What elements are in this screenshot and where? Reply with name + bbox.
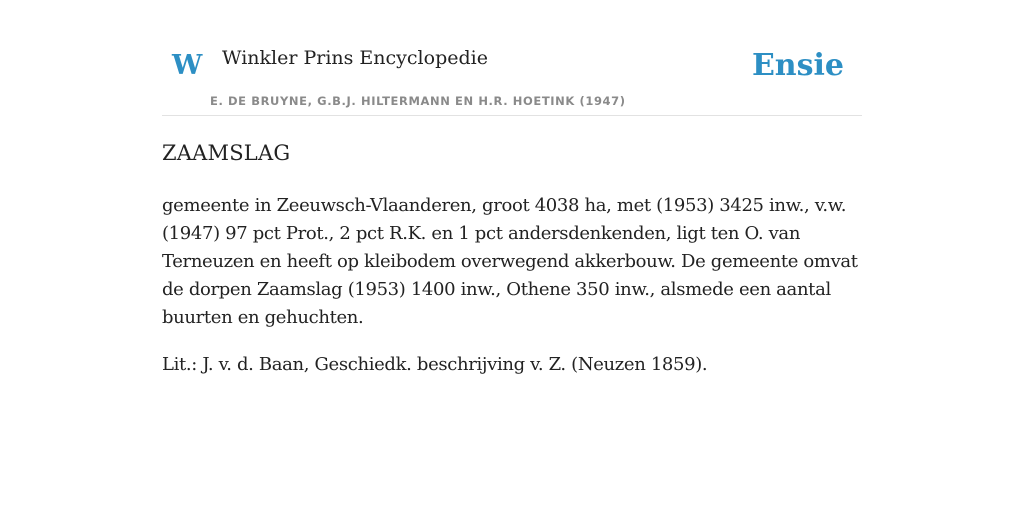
book-logo: W [172,50,203,81]
book-header [162,38,862,116]
book-title: Winkler Prins Encyclopedie [222,47,488,69]
ensie-brand-link[interactable]: Ensie [751,48,844,83]
book-authors: E. DE BRUYNE, G.B.J. HILTERMANN EN H.R. HOETINK (1947) [210,94,626,108]
entry-headword: ZAAMSLAG [162,141,291,165]
entry-body-text: gemeente in Zeeuwsch-Vlaanderen, groot 4038 ha, met (1953) 3425 inw., v.w. (1947) 97 pct Prot., 2 pct R.K. en 1 pct andersdenkenden, ligt ten O. van Terneuzen en heeft op kleibodem overwegend akkerbouw. De gemeente omvat de dorpen Zaamslag (1953) 1400 inw., Othene 350 inw., alsmede een aantal buurten en gehuchten. [162,195,858,328]
entry-literature: Lit.: J. v. d. Baan, Geschiedk. beschrijving v. Z. (Neuzen 1859). [162,354,708,375]
